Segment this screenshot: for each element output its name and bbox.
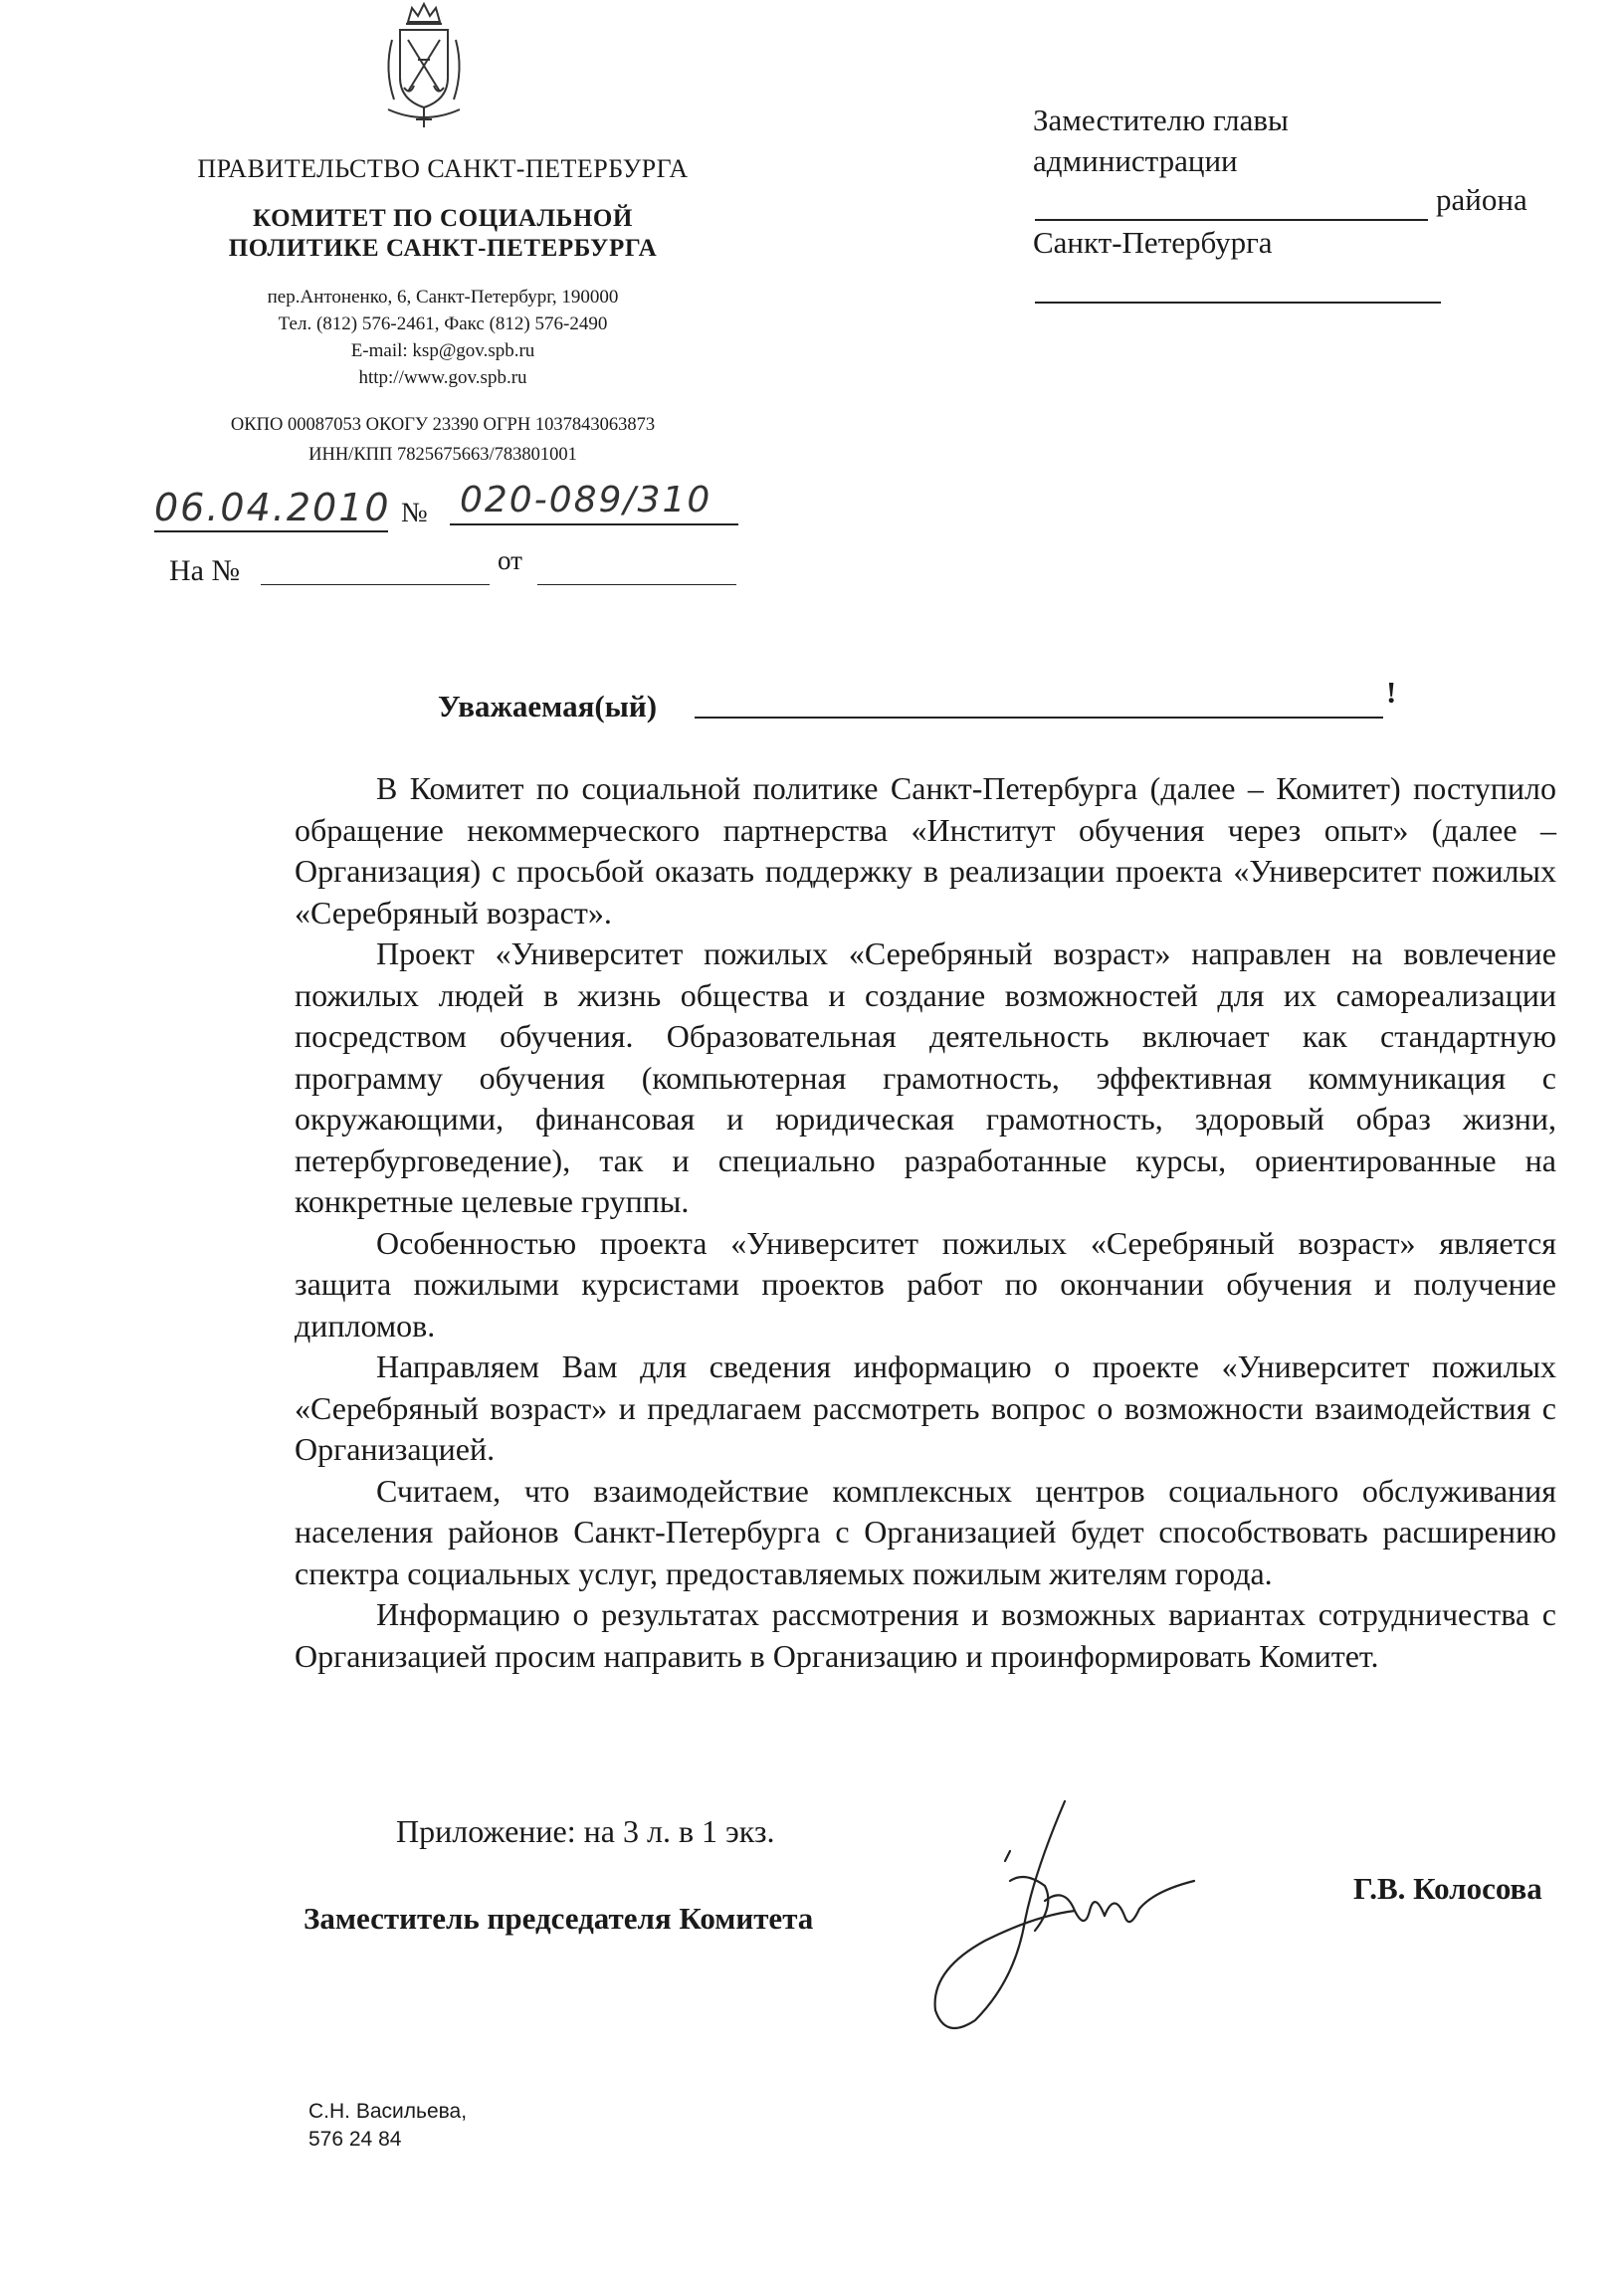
body-paragraph: Считаем, что взаимодействие комплексных центров социального обслуживания населения районов Санкт-Петербурга с Организацией будет способствовать расширению спектра социальных услуг, предоставляемых пожилым жителям города.: [295, 1472, 1556, 1591]
greeting-name-blank: [695, 717, 1383, 719]
name-blank-line: [1035, 302, 1441, 304]
coat-of-arms-icon: [378, 0, 470, 131]
body-paragraph: Информацию о результатах рассмотрения и возможных вариантах сотрудничества с Организацией просим направить в Организацию и проинформировать Комитет.: [295, 1596, 1556, 1674]
government-name: ПРАВИТЕЛЬСТВО САНКТ-ПЕТЕРБУРГА: [197, 154, 689, 183]
attachment-note: Приложение: на 3 л. в 1 экз.: [396, 1813, 775, 1849]
contact-block: [149, 284, 736, 391]
reference-number-label: На №: [169, 554, 241, 587]
handwritten-signature-icon: [915, 1791, 1214, 2040]
greeting-exclamation: !: [1386, 675, 1397, 710]
registration-number: 020-089/310: [450, 478, 738, 525]
reference-number-blank: [261, 554, 490, 585]
executor-phone: 576 24 84: [308, 2128, 402, 2151]
email: E-mail: ksp@gov.spb.ru: [350, 340, 535, 361]
executor-block: [308, 2098, 467, 2154]
registry-codes: [149, 410, 736, 470]
addressee-line-2: администрации: [1033, 143, 1238, 178]
okpo-okogu-ogrn: ОКПО 00087053 ОКОГУ 23390 ОГРН 1037843063873: [230, 415, 656, 435]
phone-fax: Тел. (812) 576-2461, Факс (812) 576-2490: [278, 313, 608, 334]
addressee-district-row: [1033, 181, 1570, 222]
executor-name: С.Н. Васильева,: [308, 2100, 468, 2123]
committee-name: [149, 204, 736, 264]
body-paragraph: В Комитет по социальной политике Санкт-Петербурга (далее – Комитет) поступило обращение некоммерческого партнерства «Институт обучения через опыт» (далее – Организация) с просьбой оказать поддержку в реализации проекта «Университет пожилых «Серебряный возраст».: [295, 770, 1556, 930]
addressee-line-4: Санкт-Петербурга: [1033, 225, 1273, 260]
addressee-district-suffix: района: [1436, 182, 1527, 217]
website: http://www.gov.spb.ru: [358, 367, 527, 388]
body-paragraph: Проект «Университет пожилых «Серебряный возраст» направлен на вовлечение пожилых людей в жизнь общества и создание возможностей для их самореализации посредством обучения. Образовательная деятельность включает как стандартную программу обучения (компьютерная грамотность, эффективная коммуникация с окружающими, финансовая и юридическая грамотность, здоровый образ жизни, петербурговедение), так и специально разработанные курсы, ориентированные на конкретные целевые группы.: [295, 935, 1556, 1219]
reference-date-blank: [537, 554, 736, 585]
addressee-line-1: Заместителю главы: [1033, 103, 1289, 137]
addressee-block: [1033, 100, 1570, 263]
greeting: Уважаемая(ый): [438, 689, 658, 724]
inn-kpp: ИНН/КПП 7825675663/783801001: [308, 445, 577, 465]
letter-body: [295, 768, 1556, 1677]
district-blank-line: [1035, 219, 1428, 221]
registration-number-label: №: [401, 498, 428, 528]
signatory-name: Г.В. Колосова: [1353, 1871, 1542, 1906]
signatory-position: Заместитель председателя Комитета: [304, 1901, 814, 1936]
registration-date: 06.04.2010: [154, 485, 388, 532]
postal-address: пер.Антоненко, 6, Санкт-Петербург, 190000: [267, 287, 619, 308]
body-paragraph: Направляем Вам для сведения информацию о проекте «Университет пожилых «Серебряный возраст» и предлагаем рассмотреть вопрос о возможности взаимодействия с Организацией.: [295, 1348, 1556, 1467]
committee-line-1: КОМИТЕТ ПО СОЦИАЛЬНОЙ: [253, 205, 633, 232]
reference-date-label: от: [498, 545, 522, 575]
committee-line-2: ПОЛИТИКЕ САНКТ-ПЕТЕРБУРГА: [228, 235, 658, 262]
body-paragraph: Особенностью проекта «Университет пожилых «Серебряный возраст» является защита пожилыми курсистами проектов работ по окончании обучения и получение дипломов.: [295, 1224, 1556, 1344]
